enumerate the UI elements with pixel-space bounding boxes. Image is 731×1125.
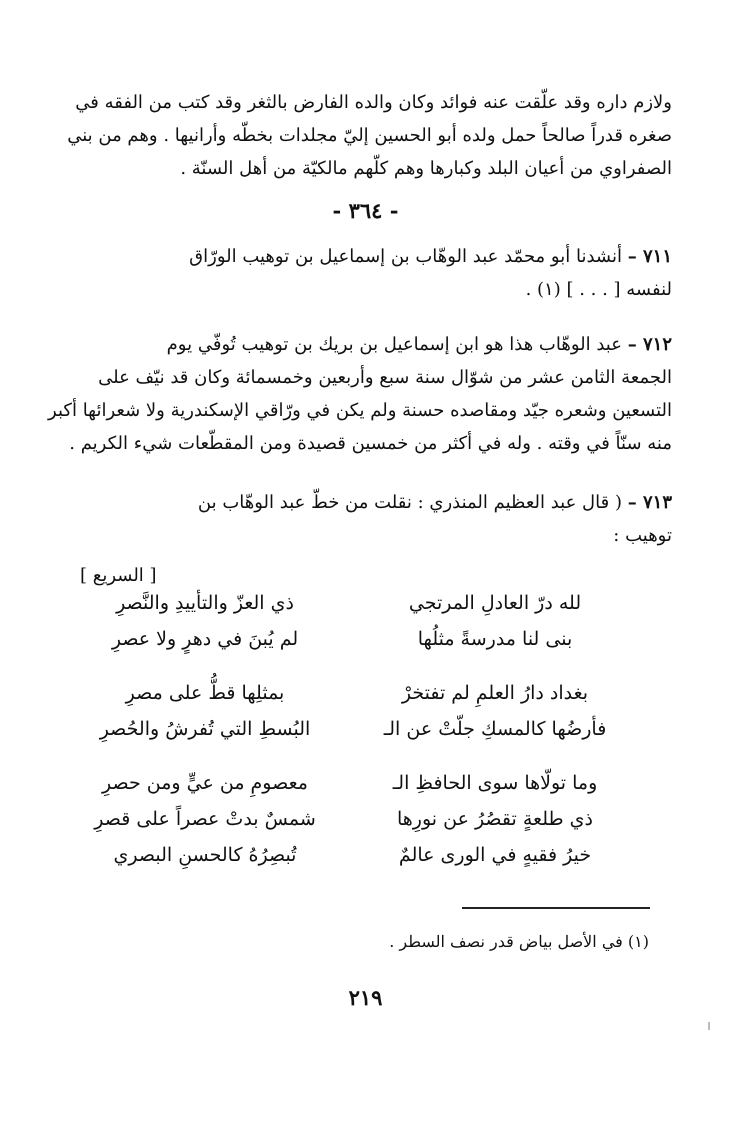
verse-first-hemistich: فأرضُها كالمسكِ جلّتْ عن الـ (383, 718, 607, 740)
entry-line: التسعين وشعره جيّد ومقاصده حسنة ولم يكن في ورّاقي الإسكندرية ولا شعرائها أكبر (48, 400, 672, 421)
entry-text: عبد الوهّاب هذا هو ابن إسماعيل بن بريك بن توهيب تُوفّي يوم (166, 334, 622, 355)
entry-text: ( قال عبد العظيم المنذري : نقلت من خطّ عبد الوهّاب بن (197, 492, 622, 513)
verse-second-hemistich: تُبصِرُهُ كالحسنِ البصري (113, 844, 297, 866)
verse-line (70, 628, 630, 660)
entry-line (60, 240, 672, 273)
section-heading: - ٣٦٤ - (332, 198, 399, 223)
verse-second-hemistich: معصومِ من عيٍّ ومن حصرِ (102, 772, 308, 794)
scan-mark (708, 1022, 710, 1030)
entry-line: منه سنّاً في وقته . وله في أكثر من خمسين قصيدة ومن المقطّعات شيء الكريم . (69, 433, 672, 454)
verse-line (70, 808, 630, 840)
verse-second-hemistich: شمسٌ بدتْ عصراً على قصرِ (94, 808, 316, 830)
entry-line (60, 486, 672, 519)
entry-line (60, 328, 672, 361)
verse-first-hemistich: بغداد دارُ العلمِ لم تفتخرْ (401, 682, 589, 704)
page-number: ٢١٩ (348, 985, 383, 1010)
footnote: (١) في الأصل بياض قدر نصف السطر . (389, 932, 649, 951)
verse-line (70, 592, 630, 624)
entry-number: ٧١١ – (627, 246, 672, 267)
entry-number: ٧١٢ – (627, 334, 672, 355)
verse-first-hemistich: بنى لنا مدرسةً مثلُها (417, 628, 573, 650)
intro-paragraph (60, 86, 672, 185)
entry-712 (48, 328, 672, 460)
entry-line: لنفسه [ . . . ] (١) . (525, 279, 672, 300)
verse-line (70, 772, 630, 804)
poem-meter-label: [ السريع ] (80, 565, 157, 586)
verse-line (70, 844, 630, 876)
intro-line: ولازم داره وقد علّقت عنه فوائد وكان والده الفارض بالثغر وقد كتب من الفقه في (75, 92, 672, 113)
entry-line: توهيب : (613, 525, 672, 546)
entry-number: ٧١٣ – (627, 492, 672, 513)
verse-line (70, 682, 630, 714)
verse-first-hemistich: لله درّ العادلِ المرتجي (408, 592, 582, 614)
verse-second-hemistich: لم يُبنَ في دهرٍ ولا عصرِ (111, 628, 299, 650)
entry-line: الجمعة الثامن عشر من شوّال سنة سبع وأربعين وخمسمائة وكان قد نيّف على (98, 367, 672, 388)
verse-second-hemistich: بمثلِها قطُّ على مصرِ (125, 682, 285, 704)
entry-711 (60, 240, 672, 306)
entry-713 (60, 486, 672, 552)
intro-line: الصفراوي من أعيان البلد وكبارها وهم كلّهم مالكيّة من أهل السنّة . (180, 158, 672, 179)
verse-second-hemistich: البُسطِ التي تُفرشُ والحُصرِ (99, 718, 311, 740)
verse-first-hemistich: وما تولّاها سوى الحافظِ الـ (392, 772, 598, 794)
verse-second-hemistich: ذي العزّ والتأييدِ والنَّصرِ (116, 592, 294, 614)
footnote-divider (462, 907, 650, 909)
verse-line (70, 718, 630, 750)
verse-first-hemistich: خيرُ فقيهٍ في الورى عالمٌ (398, 844, 592, 866)
verse-first-hemistich: ذي طلعةٍ تقصُرُ عن نورِها (396, 808, 593, 830)
entry-text: أنشدنا أبو محمّد عبد الوهّاب بن إسماعيل بن توهيب الورّاق (189, 246, 622, 267)
intro-line: صغره قدراً صالحاً حمل ولده أبو الحسين إليّ مجلدات بخطّه وأرانيها . وهم من بني (67, 125, 672, 146)
